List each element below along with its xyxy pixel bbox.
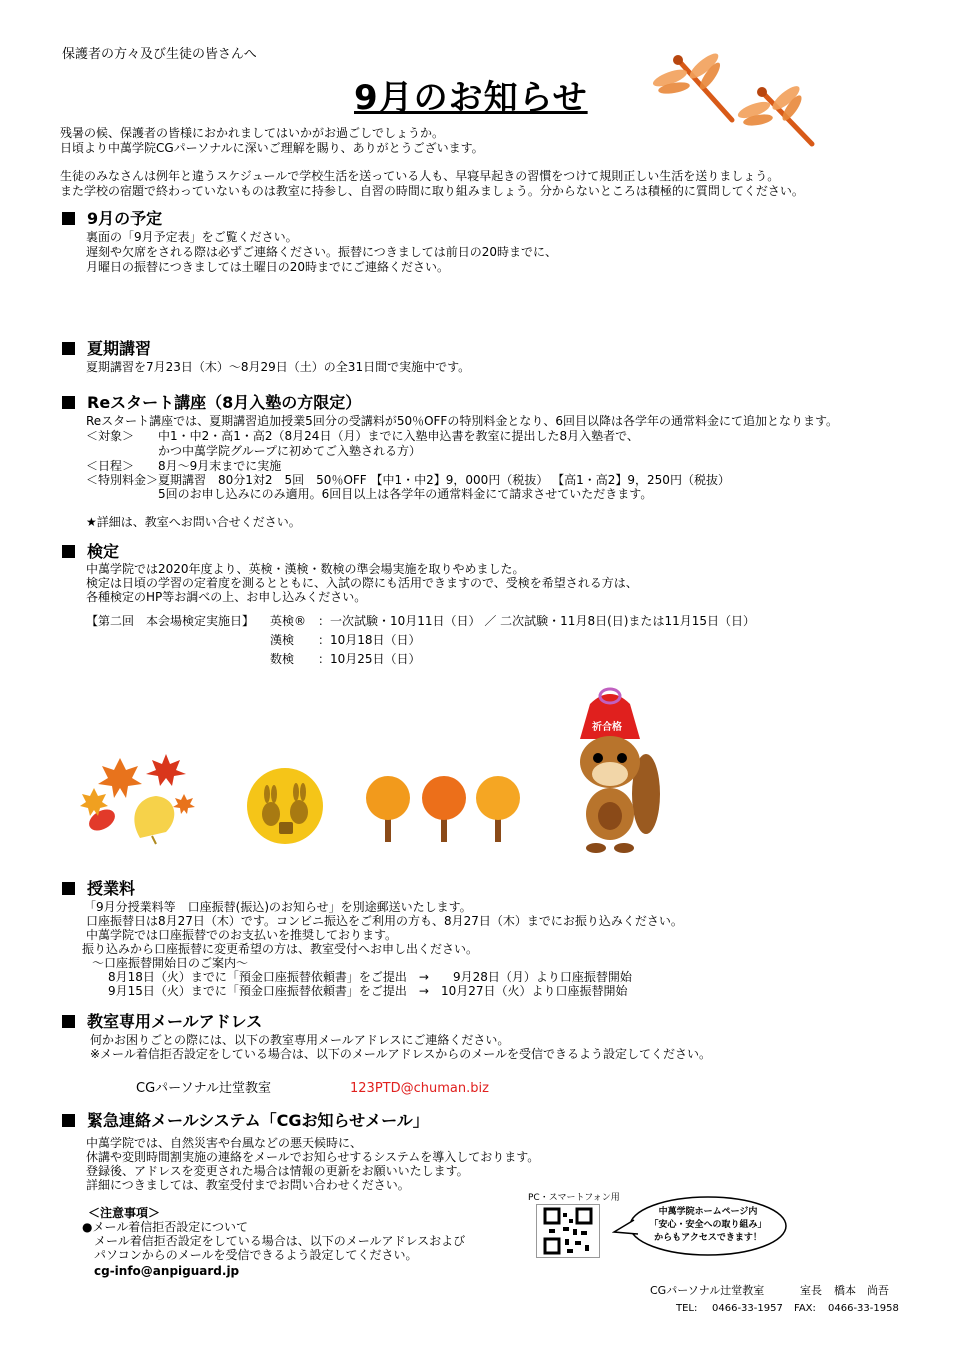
section-heading-tuition: 授業料 [62, 880, 135, 898]
square-bullet-icon [62, 342, 75, 355]
restart-line: ＜日程＞ 8月～9月末までに実施 [86, 459, 282, 473]
maple-leaf-icon [146, 754, 186, 786]
square-bullet-icon [62, 882, 75, 895]
kentei-date: ：10月25日（日） [318, 652, 421, 666]
kentei-name: 漢検 [270, 633, 295, 647]
emergency-line: 中萬学院では、自然災害や台風などの悪天候時に、 [86, 1136, 363, 1150]
intro-line: また学校の宿題で終わっていないものは教室に持参し、自習の時間に取り組みましょう。分からないところは積極的に質問してください。 [60, 184, 804, 198]
tuition-line: 中萬学院では口座振替でのお支払いを推奨しております。 [86, 928, 398, 942]
footer-head-name: 橋本 尚吾 [834, 1284, 889, 1297]
schedule-line: 月曜日の振替につきましては土曜日の20時までにご連絡ください。 [86, 260, 450, 274]
tuition-line: 9月15日（火）までに「預金口座振替依頼書」をご提出 → 10月27日（火）より口座振替開始 [108, 984, 628, 998]
kentei-name: 英検® [270, 614, 307, 628]
dragonfly-illustration [652, 48, 822, 148]
bubble-line: 「安心・安全への取り組み」 [649, 1220, 767, 1230]
schedule-line: 裏面の「9月予定表」をご覧ください。 [86, 230, 298, 244]
section-heading-restart: Reスタート講座（8月入塾の方限定） [62, 394, 361, 412]
mail-line: 何かお困りごとの際には、以下の教室専用メールアドレスにご連絡ください。 [90, 1033, 510, 1047]
square-bullet-icon [62, 1114, 75, 1127]
page-title: 9月のお知らせ [354, 78, 588, 118]
restart-line: Reスタート講座では、夏期講習追加授業5回分の受講料が50％OFFの特別料金となり、6回目以降は各学年の通常料金にて追加となります。 [86, 414, 839, 428]
restart-line: 5回のお申し込みにのみ適用。6回目以上は各学年の通常料金にて請求させていただきます。 [86, 487, 653, 501]
notes-title: ＜注意事項＞ [88, 1206, 161, 1220]
tuition-line: 振り込みから口座振替に変更希望の方は、教室受付へお申し出ください。 [82, 942, 479, 956]
tree-icon [476, 776, 520, 842]
emergency-line: 登録後、アドレスを変更された場合は情報の更新をお願いいたします。 [86, 1164, 469, 1178]
autumn-trees-illustration [365, 768, 525, 848]
maple-leaf-icon [173, 794, 195, 814]
intro-line: 日頃より中萬学院CGパーソナルに深いご理解を賜り、ありがとうございます。 [60, 141, 484, 155]
notes-line: ●メール着信拒否設定について [82, 1220, 248, 1234]
homepage-bubble [612, 1194, 788, 1258]
tuition-line: 「9月分授業料等 口座振替(振込)のお知らせ」を別途郵送いたします。 [84, 900, 472, 914]
bubble-text [642, 1206, 774, 1245]
mascot-hat-text: 祈合格 [592, 722, 622, 733]
footer-tel: 0466-33-1957 [712, 1303, 783, 1314]
kentei-line: 検定は日頃の学習の定着度を測るとともに、入試の際にも活用できますので、受検を希望される方は、 [86, 576, 638, 590]
emergency-line: 休講や変則時間割実施の連絡をメールでお知らせするシステムを導入しております。 [86, 1150, 540, 1164]
autumn-leaves-illustration [80, 748, 200, 848]
ginkgo-leaf-icon [134, 796, 174, 844]
kentei-line: 中萬学院では2020年度より、英検・漢検・数検の準会場実施を取りやめました。 [86, 562, 525, 576]
kentei-line: 各種検定のHP等お調べの上、お申し込みください。 [86, 590, 367, 604]
restart-line: ★詳細は、教室へお問い合せください。 [86, 515, 301, 529]
kentei-name: 数検 [270, 652, 295, 666]
schedule-line: 遅刻や欠席をされる際は必ずご連絡ください。振替につきましては前日の20時までに、 [86, 245, 558, 259]
mail-school-name: CGパーソナル辻堂教室 [136, 1081, 271, 1096]
restart-line: ＜特別料金＞夏期講習 80分1対2 5回 50％OFF 【中1・中2】9，000円（税抜） 【高1・高2】9，250円（税抜） [86, 473, 730, 487]
section-heading-emergency: 緊急連絡メールシステム「CGお知らせメール」 [62, 1112, 429, 1130]
anpiguard-email-link[interactable]: cg-info@anpiguard.jp [94, 1264, 240, 1278]
section-heading-kentei: 検定 [62, 543, 119, 561]
tree-icon [366, 776, 410, 842]
square-bullet-icon [62, 396, 75, 409]
footer-school: CGパーソナル辻堂教室 [650, 1284, 765, 1297]
qr-code[interactable] [536, 1204, 600, 1258]
kentei-session-label: 【第二回 本会場検定実施日】 [86, 614, 255, 628]
mortar-icon [279, 822, 293, 834]
moon-rabbits-illustration [245, 766, 325, 846]
restart-line: かつ中萬学院グループに初めてご入塾される方） [86, 444, 422, 458]
footer-fax: 0466-33-1958 [828, 1303, 899, 1314]
section-heading-schedule: 9月の予定 [62, 210, 162, 228]
tuition-line: 8月18日（火）までに「預金口座振替依頼書」をご提出 → 9月28日（月）より口座振替開始 [108, 970, 632, 984]
bubble-line: 中萬学院ホームページ内 [658, 1207, 758, 1217]
footer-tel-label: TEL: [676, 1303, 698, 1314]
squirrel-mascot [560, 684, 660, 854]
intro-line: 残暑の候、保護者の皆様におかれましてはいかがお過ごしでしょうか。 [60, 126, 445, 140]
square-bullet-icon [62, 1015, 75, 1028]
salutation: 保護者の方々及び生徒の皆さんへ [62, 47, 257, 62]
section-heading-summer: 夏期講習 [62, 340, 151, 358]
tree-icon [422, 776, 466, 842]
footer-fax-label: FAX: [794, 1303, 816, 1314]
maple-leaf-icon [98, 758, 142, 798]
section-heading-mail: 教室専用メールアドレス [62, 1013, 262, 1031]
footer-head-label: 室長 [800, 1284, 822, 1297]
summer-line: 夏期講習を7月23日（木）～8月29日（土）の全31日間で実施中です。 [86, 360, 471, 374]
tuition-line: 口座振替日は8月27日（木）です。コンビニ振込をご利用の方も、8月27日（木）までにお振り込みください。 [86, 914, 683, 928]
notes-line: パソコンからのメールを受信できるよう設定してください。 [94, 1248, 418, 1262]
emergency-line: 詳細につきましては、教室受付までお問い合わせください。 [86, 1178, 410, 1192]
restart-line: ＜対象＞ 中1・中2・高1・高2（8月24日（月）までに入塾申込書を教室に提出した8月入塾者で、 [86, 429, 639, 443]
qr-label: PC・スマートフォン用 [528, 1193, 620, 1203]
intro-line: 生徒のみなさんは例年と違うスケジュールで学校生活を送っている人も、早寝早起きの習慣をつけて規則正しい生活を送りましょう。 [60, 169, 780, 183]
mail-line: ※メール着信拒否設定をしている場合は、以下のメールアドレスからのメールを受信できるよう設定してください。 [90, 1047, 711, 1061]
square-bullet-icon [62, 545, 75, 558]
dragonfly-icon [652, 50, 732, 120]
tuition-line: ～口座振替開始日のご案内～ [92, 956, 249, 970]
dragonfly-icon [736, 82, 812, 144]
squirrel-icon [560, 684, 660, 854]
qr-code-icon [537, 1205, 599, 1257]
square-bullet-icon [62, 212, 75, 225]
kentei-date: ：一次試験・10月11日（日） ／ 二次試験・11月8日(日)または11月15日（日） [318, 614, 755, 628]
bubble-line: からもアクセスできます！ [654, 1233, 762, 1243]
kentei-date: ：10月18日（日） [318, 633, 421, 647]
classroom-email-link[interactable]: 123PTD@chuman.biz [350, 1081, 489, 1096]
notes-line: メール着信拒否設定をしている場合は、以下のメールアドレスおよび [94, 1234, 466, 1248]
